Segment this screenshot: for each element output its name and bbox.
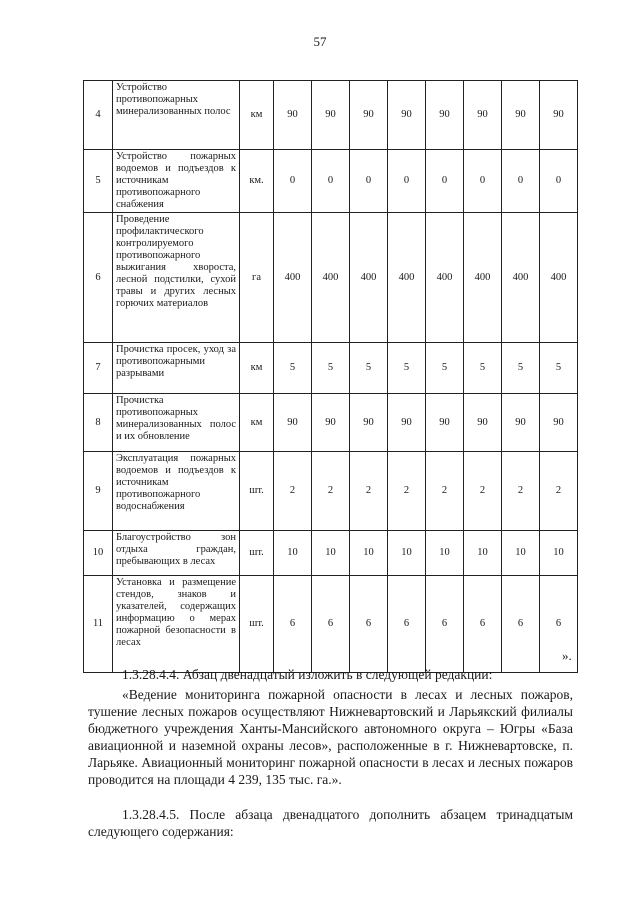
row-value: 2 [540,452,578,531]
row-value: 90 [464,81,502,150]
row-value: 0 [274,150,312,213]
row-value: 90 [274,81,312,150]
row-value: 5 [388,343,426,394]
row-value: 0 [540,150,578,213]
row-unit: шт. [240,531,274,576]
row-value: 90 [350,81,388,150]
row-number: 5 [84,150,113,213]
row-value: 90 [426,81,464,150]
row-value: 5 [464,343,502,394]
paragraph-amendment-12: 1.3.28.4.4. Абзац двенадцатый изложить в следующей редакции: [122,667,493,682]
row-number: 4 [84,81,113,150]
row-value: 90 [388,81,426,150]
row-value: 2 [388,452,426,531]
row-value: 400 [274,213,312,343]
row-value: 0 [502,150,540,213]
row-value: 400 [464,213,502,343]
page-number: 57 [313,34,327,49]
row-value: 400 [388,213,426,343]
row-value: 5 [312,343,350,394]
row-value: 10 [312,531,350,576]
row-value: 6 [502,576,540,673]
row-value: 0 [426,150,464,213]
row-number: 9 [84,452,113,531]
row-value: 0 [350,150,388,213]
row-value: 6 [350,576,388,673]
row-value: 2 [350,452,388,531]
row-value: 90 [350,394,388,452]
row-value: 10 [350,531,388,576]
row-value: 6 [274,576,312,673]
row-unit: шт. [240,576,274,673]
table-row [84,531,578,576]
row-value: 5 [350,343,388,394]
paragraph-amendment-13: 1.3.28.4.5. После абзаца двенадцатого дополнить абзацем тринадцатым следующего содержания: [88,807,573,839]
row-value: 90 [312,394,350,452]
row-value: 90 [312,81,350,150]
row-number: 7 [84,343,113,394]
row-value: 5 [274,343,312,394]
row-description: Прочистка противопожарных минерализованных полос и их обновление [113,394,240,452]
row-value: 400 [312,213,350,343]
row-unit: га [240,213,274,343]
activities-table [83,80,578,673]
row-value: 90 [540,394,578,452]
row-value: 6 [540,576,578,673]
row-value: 5 [502,343,540,394]
row-value: 0 [312,150,350,213]
table-row [84,81,578,150]
row-value: 6 [388,576,426,673]
row-number: 8 [84,394,113,452]
row-description: Благоустройство зон отдыха граждан, пребывающих в лесах [113,531,240,576]
row-value: 400 [540,213,578,343]
row-value: 5 [426,343,464,394]
row-value: 90 [464,394,502,452]
row-value: 2 [312,452,350,531]
row-value: 400 [426,213,464,343]
row-value: 10 [388,531,426,576]
row-number: 10 [84,531,113,576]
row-value: 2 [274,452,312,531]
row-value: 90 [426,394,464,452]
row-description: Прочистка просек, уход за противопожарными разрывами [113,343,240,394]
row-value: 400 [502,213,540,343]
row-value: 6 [426,576,464,673]
row-value: 90 [540,81,578,150]
row-unit: км [240,394,274,452]
table-row [84,343,578,394]
row-number: 6 [84,213,113,343]
row-value: 10 [464,531,502,576]
row-value: 6 [312,576,350,673]
row-value: 5 [540,343,578,394]
row-value: 0 [388,150,426,213]
row-value: 6 [464,576,502,673]
row-description: Устройство противопожарных минерализованных полос [113,81,240,150]
row-description: Установка и размещение стендов, знаков и указателей, содержащих информацию о мерах пожарной безопасности в лесах [113,576,240,673]
row-value: 90 [502,81,540,150]
row-value: 90 [274,394,312,452]
table-row [84,213,578,343]
row-value: 90 [388,394,426,452]
row-value: 400 [350,213,388,343]
row-value: 0 [464,150,502,213]
row-unit: км. [240,150,274,213]
table-row [84,452,578,531]
row-unit: км [240,81,274,150]
row-value: 10 [502,531,540,576]
row-value: 2 [502,452,540,531]
row-unit: км [240,343,274,394]
row-value: 10 [426,531,464,576]
table-row [84,394,578,452]
row-unit: шт. [240,452,274,531]
paragraph-new-wording: «Ведение мониторинга пожарной опасности в лесах и лесных пожаров, тушение лесных пожаров осуществляют Нижневартовский и Ларьякский филиалы бюджетного учреждения Ханты-Мансийского автономного округа – Югры «База авиационной и наземной охраны лесов», расположенные в г. Нижневартовске, п. Ларьяке. Авиационный мониторинг пожарной опасности в лесах и лесных пожаров проводится на площади 4 239, 135 тыс. га.». [88,687,573,787]
row-description: Устройство пожарных водоемов и подъездов к источникам противопожарного снабжения [113,150,240,213]
row-description: Проведение профилактического контролируемого противопожарного выжигания хвороста, лесной подстилки, сухой травы и других лесных горючих материалов [113,213,240,343]
row-value: 10 [274,531,312,576]
closing-quote: ». [562,648,572,663]
row-number: 11 [84,576,113,673]
row-value: 2 [464,452,502,531]
row-value: 2 [426,452,464,531]
table-row [84,150,578,213]
table-row [84,576,578,673]
row-value: 90 [502,394,540,452]
row-description: Эксплуатация пожарных водоемов и подъездов к источникам противопожарного водоснабжения [113,452,240,531]
row-value: 10 [540,531,578,576]
